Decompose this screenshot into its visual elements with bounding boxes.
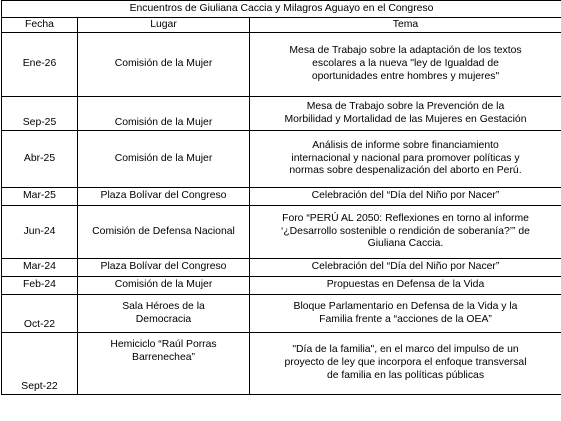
- table-row: [2, 277, 562, 295]
- cell-line: Comisión de Defensa Nacional: [92, 225, 235, 237]
- table-row: [2, 33, 562, 97]
- cell-lugar[interactable]: [78, 277, 250, 295]
- table-row: [2, 131, 562, 188]
- header-tema[interactable]: Tema: [250, 18, 562, 33]
- cell-lugar[interactable]: [78, 206, 250, 259]
- cell-line: oportunidades entre hombres y mujeres": [311, 70, 500, 82]
- cell-lugar[interactable]: [78, 333, 250, 395]
- cell-line: Propuestas en Defensa de la Vida: [326, 279, 485, 291]
- cell-line: Sala Héroes de la: [122, 300, 205, 312]
- cell-line: Familia frente a “acciones de la OEA”: [319, 313, 492, 325]
- cell-lugar[interactable]: [78, 259, 250, 277]
- cell-line: internacional y nacional para promover políticas y: [291, 152, 520, 164]
- cell-line: ‘¿Desarrollo sostenible o rendición de soberanía?’” de: [281, 225, 530, 237]
- cell-fecha[interactable]: Oct-22: [2, 295, 78, 333]
- cell-tema[interactable]: [250, 206, 562, 259]
- cell-fecha[interactable]: Sept-22: [2, 333, 78, 395]
- cell-line: Morbilidad y Mortalidad de las Mujeres en Gestación: [284, 113, 527, 125]
- cell-line: Giuliana Caccia.: [367, 238, 444, 250]
- cell-line: Barrenechea”: [132, 351, 195, 363]
- cell-tema[interactable]: [250, 188, 562, 206]
- table-row: [2, 206, 562, 259]
- cell-tema[interactable]: [250, 277, 562, 295]
- cell-lugar[interactable]: [78, 33, 250, 97]
- cell-line: Mesa de Trabajo sobre la adaptación de los textos: [289, 45, 522, 57]
- cell-lugar[interactable]: [78, 97, 250, 131]
- cell-line: Democracia: [135, 313, 192, 325]
- table-title[interactable]: Encuentros de Giuliana Caccia y Milagros Aguayo en el Congreso: [2, 1, 562, 18]
- cell-fecha[interactable]: Mar-24: [2, 259, 78, 277]
- cell-line: Bloque Parlamentario en Defensa de la Vida y la: [293, 300, 518, 312]
- cell-fecha[interactable]: Feb-24: [2, 277, 78, 295]
- cell-tema[interactable]: [250, 33, 562, 97]
- cell-line: de familia en las políticas públicas: [326, 369, 485, 381]
- cell-fecha[interactable]: Abr-25: [2, 131, 78, 188]
- cell-line: normas sobre despenalización del aborto en Perú.: [289, 165, 522, 177]
- spreadsheet-grid: [1, 0, 561, 420]
- cell-line: Celebración del “Día del Niño por Nacer”: [311, 190, 500, 202]
- cell-line: Mesa de Trabajo sobre la Prevención de la: [306, 100, 505, 112]
- table-row: [2, 259, 562, 277]
- header-lugar[interactable]: Lugar: [78, 18, 250, 33]
- header-fecha[interactable]: Fecha: [2, 18, 78, 33]
- cell-lugar[interactable]: [78, 188, 250, 206]
- table-row: [2, 333, 562, 395]
- cell-line: Comisión de la Mujer: [114, 152, 213, 164]
- cell-line: Plaza Bolívar del Congreso: [100, 261, 227, 273]
- cell-lugar[interactable]: [78, 295, 250, 333]
- cell-fecha[interactable]: Sep-25: [2, 97, 78, 131]
- cell-line: Celebración del “Día del Niño por Nacer”: [311, 261, 500, 273]
- cell-line: Comisión de la Mujer: [114, 279, 213, 291]
- cell-tema[interactable]: [250, 131, 562, 188]
- cell-lugar[interactable]: [78, 131, 250, 188]
- cell-fecha[interactable]: Mar-25: [2, 188, 78, 206]
- cell-fecha[interactable]: Jun-24: [2, 206, 78, 259]
- cell-line: escolares a la nueva "ley de Igualdad de: [312, 58, 499, 70]
- encuentros-table: [1, 0, 562, 395]
- cell-line: Plaza Bolívar del Congreso: [100, 190, 227, 202]
- cell-tema[interactable]: [250, 97, 562, 131]
- table-row: [2, 295, 562, 333]
- cell-line: Análisis de informe sobre financiamiento: [312, 139, 499, 151]
- cell-line: Foro “PERÚ AL 2050: Reflexiones en torno al informe: [282, 212, 529, 224]
- cell-line: Comisión de la Mujer: [114, 58, 213, 70]
- table-row: [2, 97, 562, 131]
- cell-fecha[interactable]: Ene-26: [2, 33, 78, 97]
- cell-tema[interactable]: [250, 259, 562, 277]
- cell-line: Comisión de la Mujer: [114, 117, 213, 129]
- cell-line: "Día de la familia", en el marco del impulso de un: [292, 344, 519, 356]
- table-row: [2, 188, 562, 206]
- cell-tema[interactable]: [250, 333, 562, 395]
- cell-line: Hemiciclo “Raúl Porras: [110, 339, 217, 350]
- cell-tema[interactable]: [250, 295, 562, 333]
- cell-line: proyecto de ley que incorpora el enfoque transversal: [284, 357, 527, 369]
